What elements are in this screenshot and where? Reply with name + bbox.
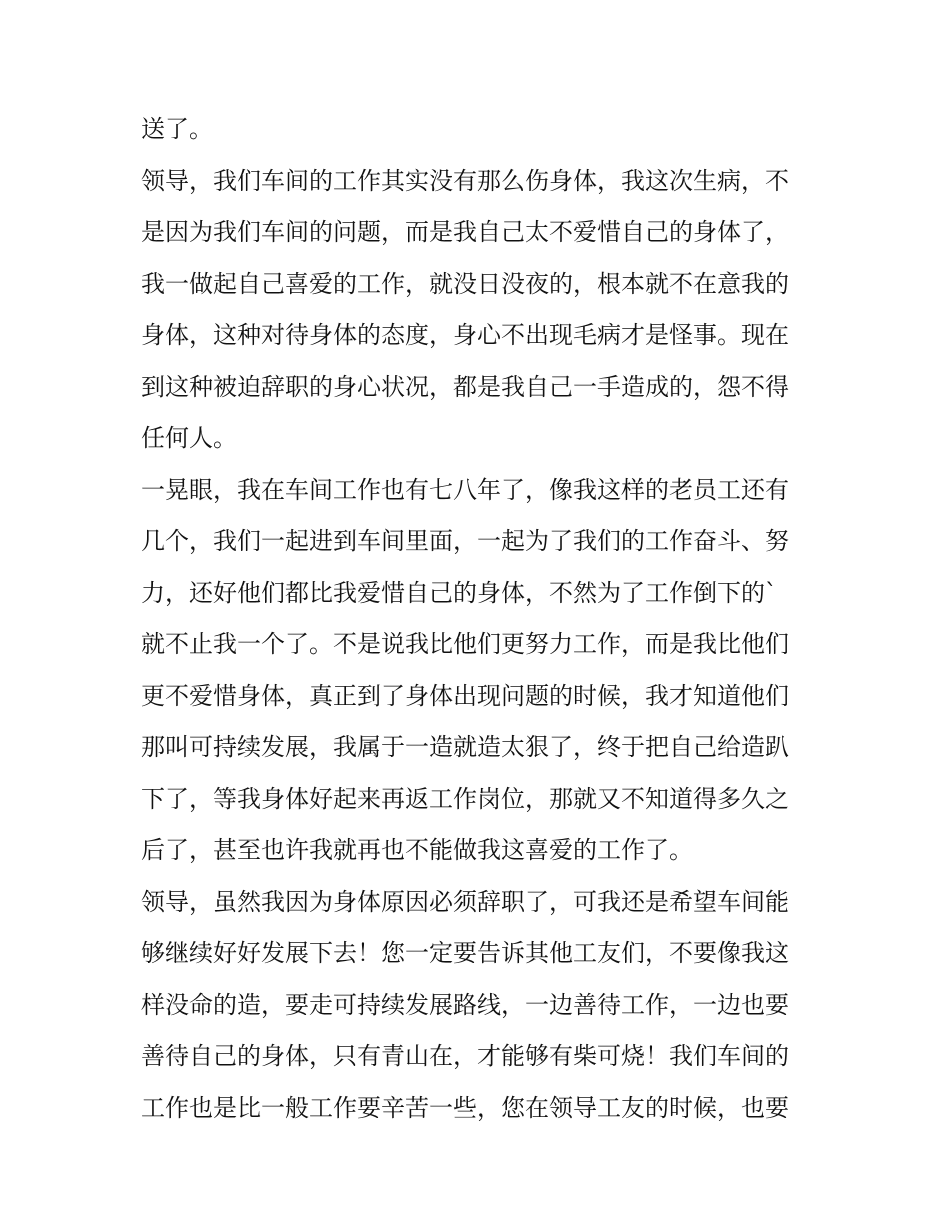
text-line: 后了，甚至也许我就再也不能做我这喜爱的工作了。 [141, 836, 693, 864]
text-line: 善待自己的身体，只有青山在，才能够有柴可烧！我们车间的 [141, 1042, 789, 1070]
text-line: 到这种被迫辞职的身心状况，都是我自己一手造成的，怨不得 [141, 372, 789, 401]
body-text [141, 104, 821, 1134]
text-line: 是因为我们车间的问题，而是我自己太不爱惜自己的身体了， [141, 218, 789, 246]
text-line: 身体，这种对待身体的态度，身心不出现毛病才是怪事。现在 [141, 321, 789, 349]
text-line: 一晃眼，我在车间工作也有七八年了，像我这样的老员工还有 [141, 475, 789, 504]
text-line: 那叫可持续发展，我属于一造就造太狠了，终于把自己给造趴 [141, 733, 789, 761]
text-line: 更不爱惜身体，真正到了身体出现问题的时候，我才知道他们 [141, 681, 789, 710]
text-line: 任何人。 [141, 424, 237, 452]
text-line: 我一做起自己喜爱的工作，就没日没夜的，根本就不在意我的 [141, 269, 789, 298]
text-line: 够继续好好发展下去！您一定要告诉其他工友们，不要像我这 [141, 939, 789, 967]
text-line: 就不止我一个了。不是说我比他们更努力工作，而是我比他们 [141, 630, 789, 658]
text-line: 力，还好他们都比我爱惜自己的身体，不然为了工作倒下的` [141, 578, 777, 607]
text-line: 样没命的造，要走可持续发展路线，一边善待工作，一边也要 [141, 990, 789, 1019]
text-line: 下了，等我身体好起来再返工作岗位，那就又不知道得多久之 [141, 784, 789, 813]
text-line: 工作也是比一般工作要辛苦一些，您在领导工友的时候，也要 [141, 1093, 789, 1122]
text-line: 送了。 [141, 115, 213, 143]
text-line: 几个，我们一起进到车间里面，一起为了我们的工作奋斗、努 [141, 527, 789, 555]
text-line: 领导，我们车间的工作其实没有那么伤身体，我这次生病，不 [141, 166, 789, 195]
text-line: 领导，虽然我因为身体原因必须辞职了，可我还是希望车间能 [141, 887, 789, 916]
